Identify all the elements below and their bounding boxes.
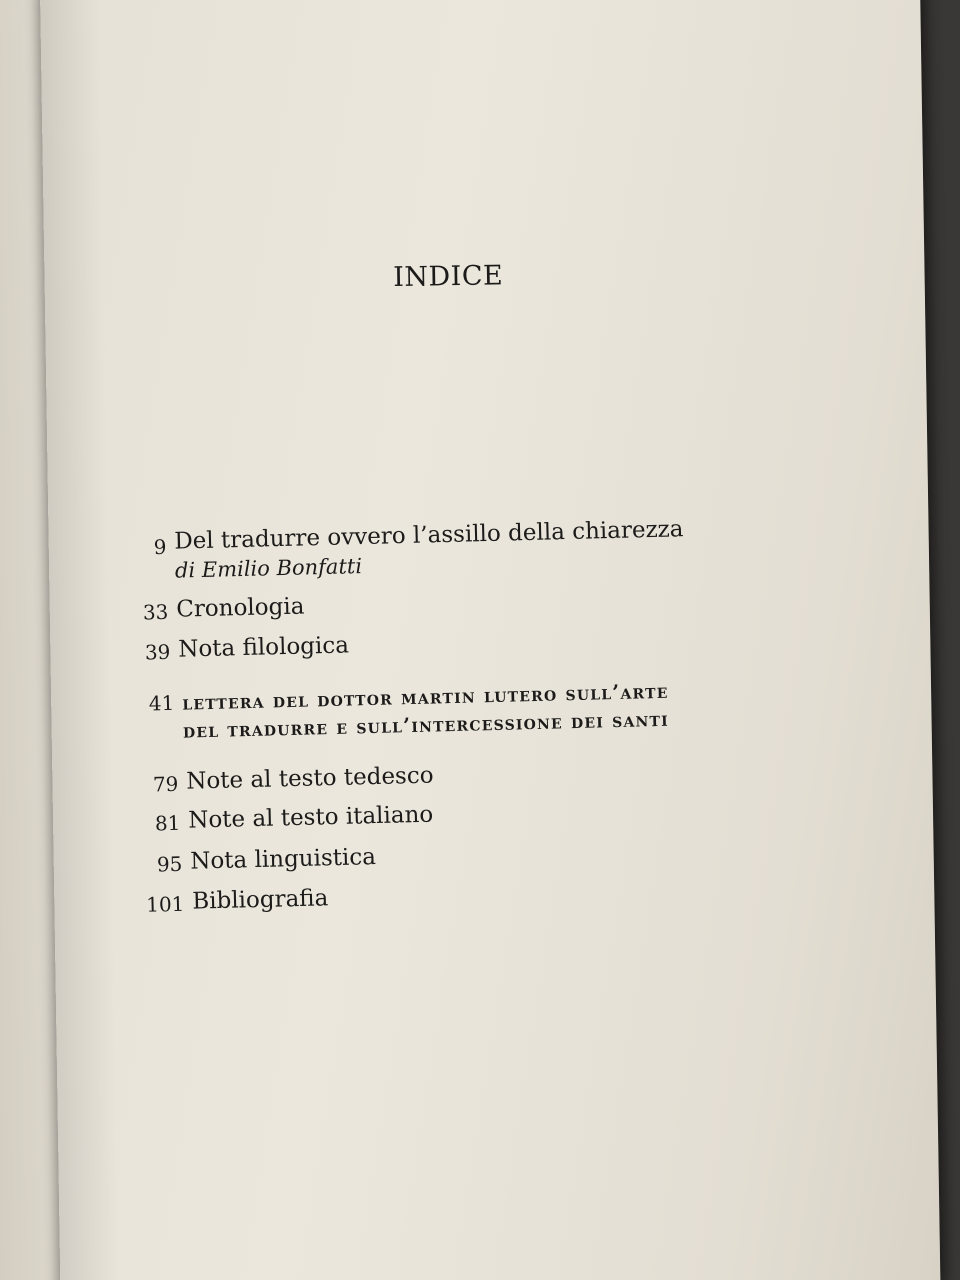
toc-page-number: 41 [148,690,175,716]
toc-page-number: 79 [152,771,179,797]
toc-entry-title: Cronologia [175,593,305,623]
toc-page-number: 39 [144,639,171,665]
toc-entry-title-line-1: lettera del dottor martin lutero sull’arte [181,678,669,715]
toc-entry-title-line-2: del tradurre e sull’intercessione dei santi [182,706,670,743]
toc-entry-title: Bibliografia [191,885,329,915]
toc-entry-title: Nota filologica [177,632,350,663]
toc-entry-title: Note al testo italiano [187,801,434,834]
toc-entry-title: Note al testo tedesco [185,762,434,795]
toc-page-number: 33 [142,599,169,625]
toc-page-number: 81 [154,810,181,836]
toc-entry-author: di Emilio Bonfatti [174,554,363,583]
toc-entry-title: Del tradurre ovvero l’assillo della chiarezza [173,516,684,555]
toc-entry-title: Nota linguistica [189,844,377,875]
toc-page-number: 95 [156,851,183,877]
page-title: INDICE [393,260,504,293]
toc-page-number: 9 [153,534,167,560]
toc-page-number: 101 [145,891,185,917]
